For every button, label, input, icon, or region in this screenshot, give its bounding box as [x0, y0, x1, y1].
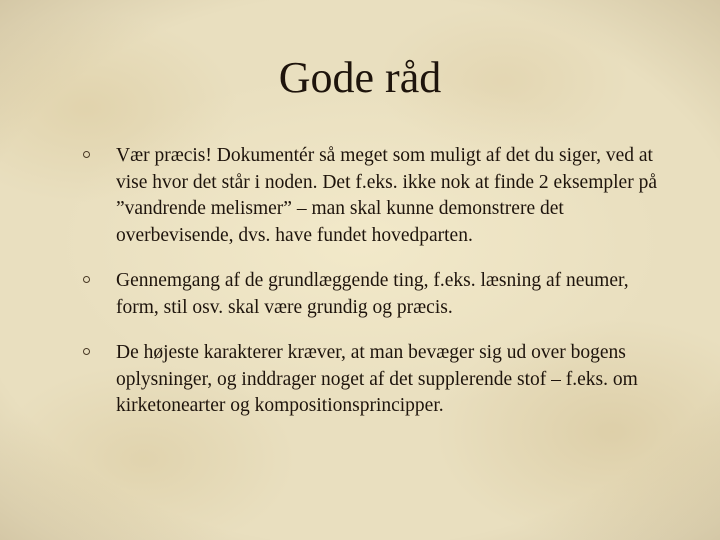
hollow-circle-bullet-icon: [83, 151, 90, 158]
bullet-list: [80, 143, 660, 439]
bullet-item: [80, 268, 660, 321]
bullet-text: Gennemgang af de grundlæggende ting, f.eks. læsning af neumer, form, stil osv. skal være grundig og præcis.: [116, 270, 629, 318]
bullet-item: [80, 143, 660, 249]
hollow-circle-bullet-icon: [83, 348, 90, 355]
bullet-text: De højeste karakterer kræver, at man bevæger sig ud over bogens oplysninger, og inddrager noget af det supplerende stof – f.eks. om kirketonearter og kompositionsprincipper.: [116, 342, 638, 416]
bullet-text: Vær præcis! Dokumentér så meget som muligt af det du siger, ved at vise hvor det står i noden. Det f.eks. ikke nok at finde 2 eksempler på ”vandrende melismer” – man skal kunne demonstrere det overbevisende, dvs. have fundet hovedparten.: [116, 145, 657, 246]
bullet-item: [80, 340, 660, 420]
hollow-circle-bullet-icon: [83, 276, 90, 283]
slide-title: Gode råd: [278, 53, 442, 102]
